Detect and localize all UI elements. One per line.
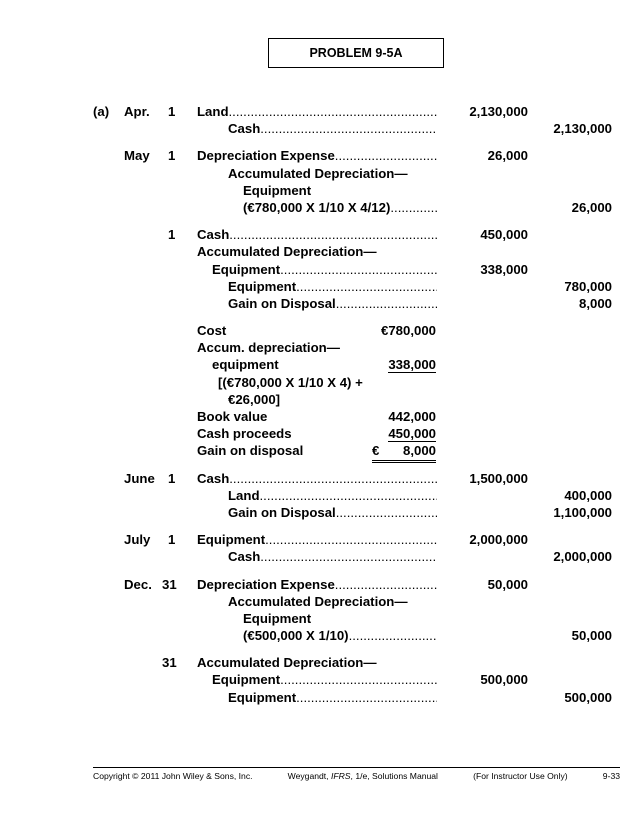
credit-amount: 50,000 [571,628,612,644]
account-name: Depreciation Expense ..... [197,576,437,593]
entry-day: 1 [168,148,176,164]
entry-may-1-depreciation [0,147,638,216]
credit-amount: 2,000,000 [553,549,612,565]
calc-amount: 338,000 [388,357,436,373]
account-name: Cash ..... [228,548,437,565]
calc-amount: €780,000 [380,323,436,339]
account-name: Equipment ..... [212,671,437,688]
entry-day: 31 [162,576,177,592]
entry-month: June [124,470,155,486]
account-name: Accumulated Depreciation— [228,593,408,609]
account-name: Equipment ..... [228,278,437,295]
entry-day: 1 [168,470,176,486]
calc-label: Book value [197,409,268,424]
debit-amount: 338,000 [480,261,528,277]
entry-june-1 [0,470,638,522]
account-name: Equipment [243,182,312,198]
account-name: Land ..... [197,103,437,120]
calc-label: Cost [197,323,227,339]
account-name: (€780,000 X 1/10 X 4/12) ..... [243,199,437,216]
entry-dec-31-retirement [0,654,638,706]
debit-amount: 450,000 [480,227,528,243]
debit-amount: 2,000,000 [469,532,528,548]
currency-symbol: € [372,443,380,459]
entry-month: May [124,148,150,164]
calc-label: €26,000] [228,391,281,407]
calc-total [372,442,436,462]
credit-amount: 1,100,000 [553,504,612,520]
debit-amount: 1,500,000 [469,470,528,486]
debit-amount: 26,000 [487,148,528,164]
credit-amount: 400,000 [564,487,612,503]
account-name: Accumulated Depreciation— [197,244,377,260]
account-name: (€500,000 X 1/10) ..... [243,627,437,644]
entry-may-1-disposal [0,226,638,312]
credit-amount: 500,000 [564,689,612,705]
entry-month: July [124,532,151,548]
debit-amount: 50,000 [487,576,528,592]
entry-day: 31 [162,655,177,671]
entry-day: 1 [168,532,176,548]
account-name: Depreciation Expense ..... [197,147,437,164]
calc-amount: 442,000 [388,409,436,424]
account-name: Cash ..... [228,120,437,137]
account-name: Accumulated Depreciation— [197,655,377,671]
page-footer [93,767,620,785]
account-name: Equipment ..... [228,689,437,706]
calc-label: [(€780,000 X 1/10 X 4) + [218,374,363,390]
calc-amount: 450,000 [388,426,436,442]
account-name: Equipment [243,610,312,626]
credit-amount: 26,000 [571,199,612,215]
credit-amount: 8,000 [578,295,612,311]
problem-title: PROBLEM 9-5A [268,38,444,68]
footer-book: Weygandt, IFRS, 1/e, Solutions Manual [287,771,438,781]
debit-amount: 2,130,000 [469,104,528,119]
account-name: Land ..... [228,487,437,504]
entry-dec-31-depreciation [0,576,638,645]
journal-entries [0,103,638,716]
gain-calculation [0,322,638,460]
credit-amount: 2,130,000 [553,121,612,137]
footer-copyright: Copyright © 2011 John Wiley & Sons, Inc. [93,771,253,781]
debit-amount: 500,000 [480,672,528,688]
account-name: Equipment ..... [197,531,437,548]
page-number: 9-33 [602,771,620,781]
account-name: Gain on Disposal ..... [228,504,437,521]
calc-label: Gain on disposal [197,443,304,459]
calc-label: equipment [212,357,279,373]
calc-label: Accum. depreciation— [197,340,340,356]
footer-note: (For Instructor Use Only) [473,771,568,781]
entry-month: Apr. [124,104,150,119]
account-name: Equipment ..... [212,261,437,278]
entry-day: 1 [168,104,176,119]
account-name: Cash ..... [197,470,437,487]
entry-apr-1 [0,103,638,137]
entry-month: Dec. [124,576,152,592]
entry-day: 1 [168,227,176,243]
calc-amount: 8,000 [402,443,436,459]
account-name: Cash ..... [197,226,437,243]
entry-july-1 [0,531,638,565]
account-name: Accumulated Depreciation— [228,165,408,181]
calc-label: Cash proceeds [197,426,292,442]
account-name: Gain on Disposal ..... [228,295,437,312]
credit-amount: 780,000 [564,278,612,294]
part-label: (a) [93,104,110,119]
